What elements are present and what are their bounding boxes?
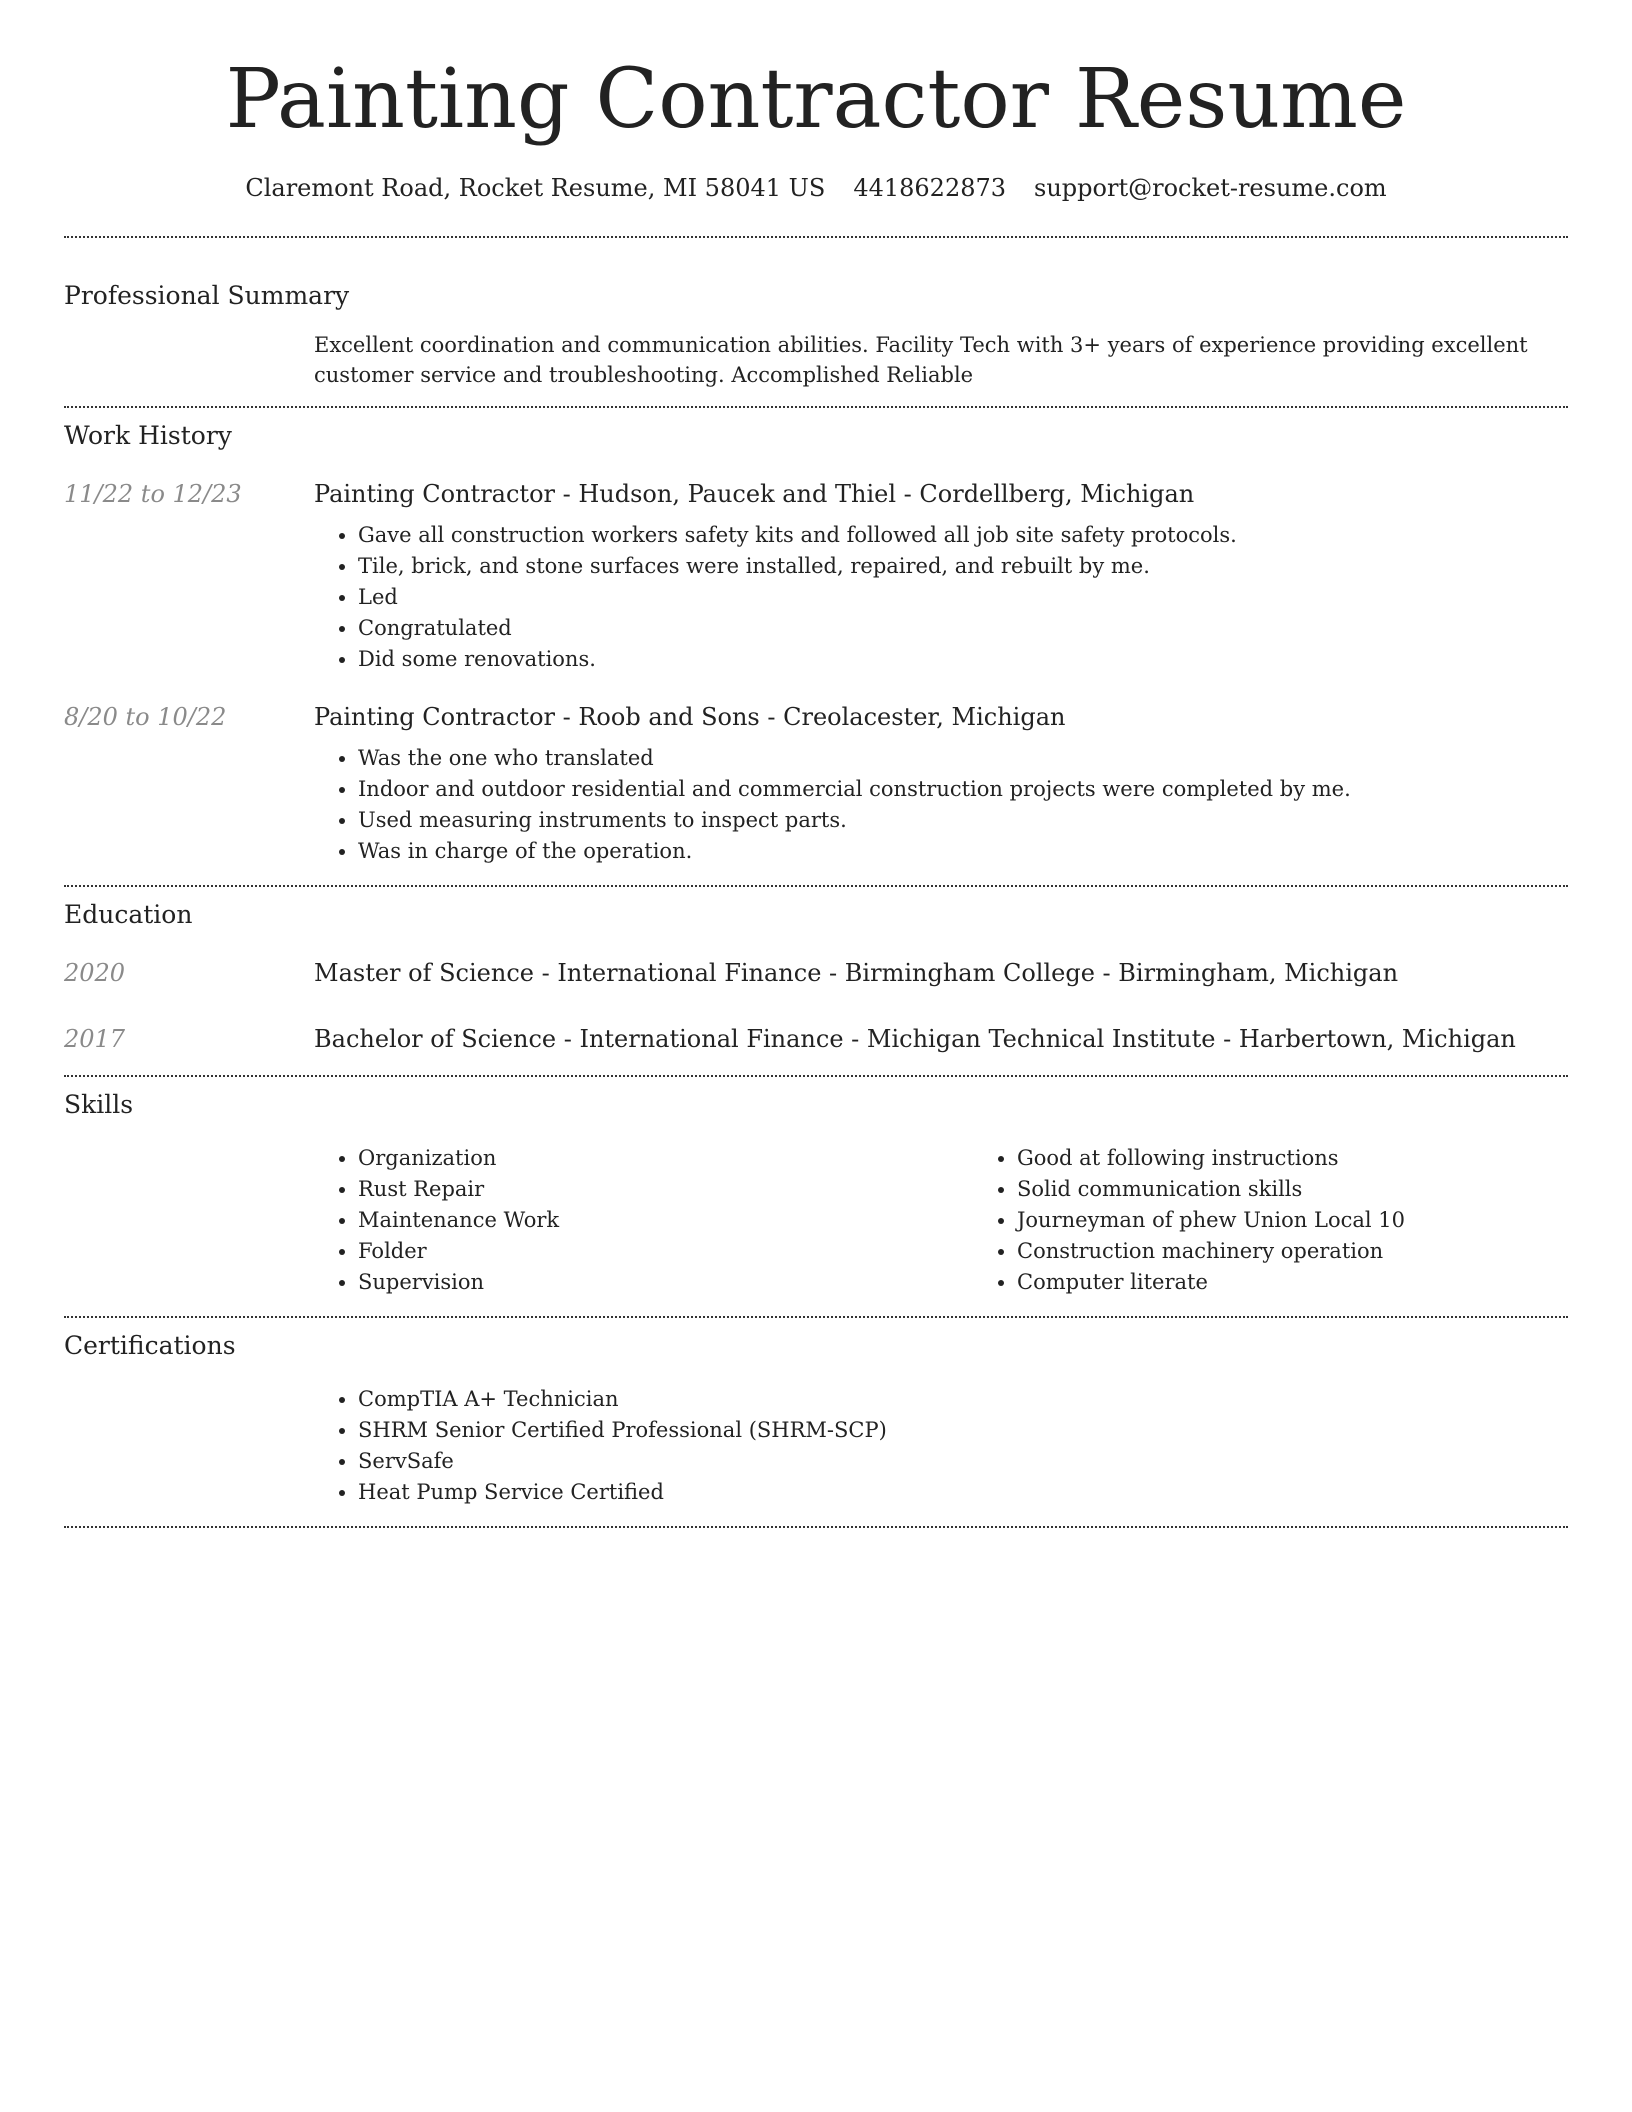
- job-heading: Painting Contractor - Roob and Sons - Creolacester, Michigan: [314, 703, 1066, 731]
- education-entry: [64, 957, 1568, 989]
- skills-list-right: [973, 1143, 1632, 1298]
- skills-columns: [314, 1143, 1568, 1298]
- contact-email: support@rocket-resume.com: [1034, 174, 1387, 202]
- job-location: Creolacester, Michigan: [783, 703, 1066, 731]
- section-divider: [64, 236, 1568, 238]
- list-item: • Computer literate: [1017, 1267, 1632, 1298]
- list-item: • Did some renovations.: [358, 644, 1568, 675]
- job-bullet-list: [314, 520, 1568, 675]
- contact-address: Claremont Road, Rocket Resume, MI 58041 US: [245, 174, 826, 202]
- list-item: • Maintenance Work: [358, 1205, 973, 1236]
- education-degree: Bachelor of Science - International Finance: [314, 1025, 844, 1053]
- list-item: • Used measuring instruments to inspect parts.: [358, 805, 1568, 836]
- education-year: 2017: [64, 1025, 126, 1053]
- skills-heading: Skills: [64, 1090, 134, 1119]
- list-item: • Good at following instructions: [1017, 1143, 1632, 1174]
- job-company: Hudson, Paucek and Thiel: [578, 480, 897, 508]
- education-heading: Education: [64, 900, 193, 929]
- education-entry: [64, 1023, 1568, 1055]
- summary-text: Excellent coordination and communication abilities. Facility Tech with 3+ years of experience providing excellent customer service and troubleshooting. Accomplished Reliable: [314, 333, 1528, 387]
- certifications-row: [64, 1384, 1568, 1508]
- list-item: • Led: [358, 582, 1568, 613]
- list-item: • Was in charge of the operation.: [358, 836, 1568, 867]
- job-title: Painting Contractor: [314, 480, 555, 508]
- skills-list-left: [314, 1143, 973, 1298]
- work-history-heading: Work History: [64, 421, 232, 450]
- summary-heading: Professional Summary: [64, 281, 350, 310]
- resume-title: Painting Contractor Resume: [225, 52, 1407, 147]
- list-item: • SHRM Senior Certified Professional (SHRM-SCP): [358, 1415, 1568, 1446]
- section-divider: [64, 1075, 1568, 1077]
- education-year: 2020: [64, 959, 126, 987]
- job-entry: [64, 701, 1568, 867]
- job-bullet-list: [314, 743, 1568, 867]
- list-item: • Congratulated: [358, 613, 1568, 644]
- summary-row: [64, 330, 1568, 390]
- certifications-heading: Certifications: [64, 1331, 236, 1360]
- list-item: • CompTIA A+ Technician: [358, 1384, 1568, 1415]
- education-heading-line: Bachelor of Science - International Finance - Michigan Technical Institute - Harbertown, Michigan: [314, 1025, 1516, 1053]
- list-item: • Journeyman of phew Union Local 10: [1017, 1205, 1632, 1236]
- list-item: • Was the one who translated: [358, 743, 1568, 774]
- list-item: • Indoor and outdoor residential and commercial construction projects were completed by me.: [358, 774, 1568, 805]
- list-item: • Tile, brick, and stone surfaces were installed, repaired, and rebuilt by me.: [358, 551, 1568, 582]
- list-item: • Organization: [358, 1143, 973, 1174]
- section-divider: [64, 406, 1568, 408]
- list-item: • ServSafe: [358, 1446, 1568, 1477]
- education-heading-line: Master of Science - International Finance - Birmingham College - Birmingham, Michigan: [314, 959, 1399, 987]
- job-location: Cordellberg, Michigan: [919, 480, 1195, 508]
- list-item: • Construction machinery operation: [1017, 1236, 1632, 1267]
- contact-line: [64, 172, 1568, 204]
- job-heading: Painting Contractor - Hudson, Paucek and Thiel - Cordellberg, Michigan: [314, 480, 1195, 508]
- education-location: Harbertown, Michigan: [1238, 1025, 1516, 1053]
- job-company: Roob and Sons: [578, 703, 760, 731]
- list-item: • Solid communication skills: [1017, 1174, 1632, 1205]
- skills-row: [64, 1143, 1568, 1298]
- list-item: • Heat Pump Service Certified: [358, 1477, 1568, 1508]
- list-item: • Rust Repair: [358, 1174, 973, 1205]
- education-school: Michigan Technical Institute: [866, 1025, 1216, 1053]
- list-item: • Supervision: [358, 1267, 973, 1298]
- section-divider: [64, 1316, 1568, 1318]
- section-divider: [64, 1526, 1568, 1528]
- education-degree: Master of Science - International Finance: [314, 959, 822, 987]
- list-item: • Folder: [358, 1236, 973, 1267]
- contact-phone: 4418622873: [853, 174, 1007, 202]
- job-entry: [64, 478, 1568, 675]
- list-item: • Gave all construction workers safety kits and followed all job site safety protocols.: [358, 520, 1568, 551]
- job-dates: 11/22 to 12/23: [64, 480, 242, 508]
- education-school: Birmingham College: [844, 959, 1095, 987]
- education-location: Birmingham, Michigan: [1118, 959, 1399, 987]
- certifications-list: [314, 1384, 1568, 1508]
- job-title: Painting Contractor: [314, 703, 555, 731]
- section-divider: [64, 885, 1568, 887]
- job-dates: 8/20 to 10/22: [64, 703, 227, 731]
